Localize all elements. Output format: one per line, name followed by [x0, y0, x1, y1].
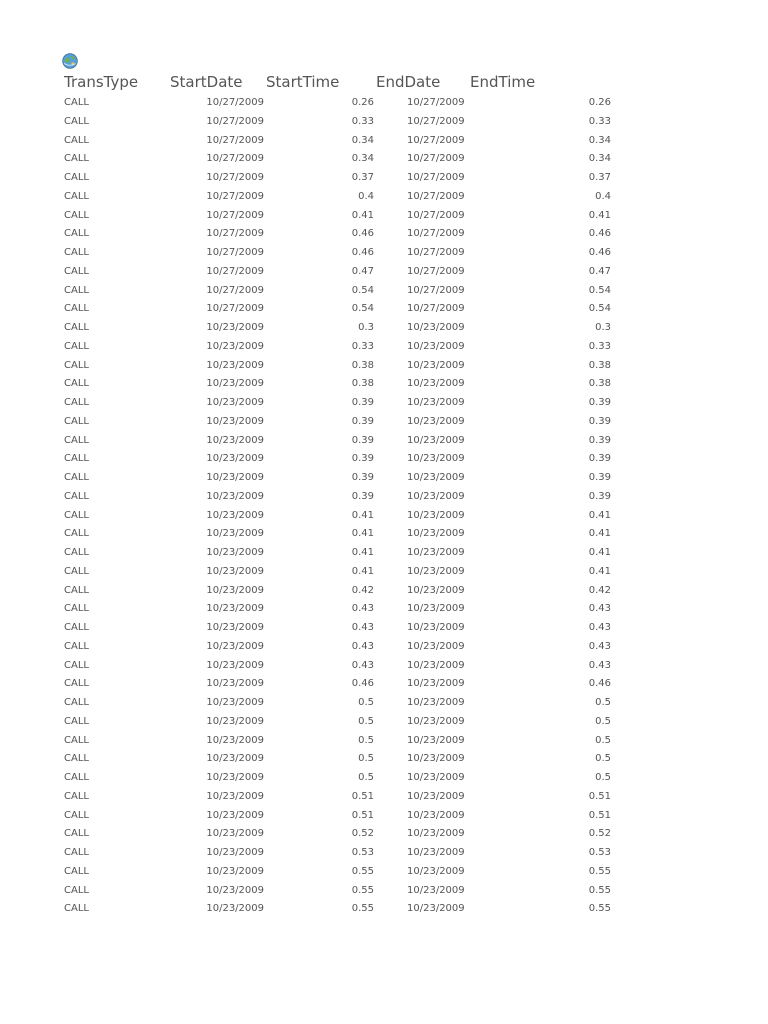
header-start-date: StartDate [170, 73, 243, 91]
cell-end-date: 10/23/2009 [407, 622, 465, 633]
cell-start-date: 10/23/2009 [206, 678, 264, 690]
cell-end-time: 0.34 [588, 153, 611, 165]
cell-end-date: 10/23/2009 [407, 528, 465, 540]
cell-end-time: 0.39 [588, 490, 611, 502]
cell-end-time: 0.55 [588, 903, 611, 915]
cell-start-time: 0.26 [351, 97, 374, 108]
cell-start-date: 10/23/2009 [206, 397, 264, 408]
cell-start-date: 10/23/2009 [206, 622, 264, 633]
table-row [0, 450, 768, 469]
table-row [0, 300, 768, 319]
table-row [0, 150, 768, 169]
table-row [0, 394, 768, 413]
cell-trans-type: CALL [64, 753, 89, 765]
cell-end-date: 10/23/2009 [407, 884, 465, 896]
table-row [0, 132, 768, 151]
cell-start-date: 10/27/2009 [206, 153, 264, 165]
cell-end-time: 0.53 [588, 847, 611, 858]
cell-start-time: 0.4 [358, 190, 374, 202]
cell-end-time: 0.42 [588, 584, 611, 596]
cell-trans-type: CALL [64, 209, 89, 221]
cell-end-date: 10/23/2009 [407, 697, 465, 708]
cell-start-date: 10/23/2009 [206, 453, 264, 465]
table-row [0, 319, 768, 338]
cell-start-time: 0.39 [351, 434, 374, 446]
cell-end-date: 10/27/2009 [407, 228, 465, 240]
cell-end-date: 10/23/2009 [407, 453, 465, 465]
cell-start-date: 10/23/2009 [206, 659, 264, 671]
cell-trans-type: CALL [64, 565, 89, 577]
cell-end-time: 0.39 [588, 472, 611, 483]
cell-start-date: 10/27/2009 [206, 284, 264, 296]
table-row [0, 469, 768, 488]
cell-end-date: 10/27/2009 [407, 115, 465, 127]
cell-end-date: 10/27/2009 [407, 153, 465, 165]
cell-end-time: 0.5 [595, 697, 611, 708]
cell-trans-type: CALL [64, 509, 89, 521]
table-row [0, 732, 768, 751]
cell-start-time: 0.41 [351, 565, 374, 577]
cell-trans-type: CALL [64, 678, 89, 690]
table-row [0, 432, 768, 451]
cell-end-date: 10/27/2009 [407, 97, 465, 108]
cell-trans-type: CALL [64, 790, 89, 802]
cell-start-time: 0.46 [351, 247, 374, 258]
cell-trans-type: CALL [64, 547, 89, 558]
table-row [0, 844, 768, 863]
cell-end-time: 0.41 [588, 209, 611, 221]
table-row [0, 882, 768, 901]
cell-start-time: 0.54 [351, 284, 374, 296]
table-row [0, 675, 768, 694]
cell-trans-type: CALL [64, 734, 89, 746]
cell-trans-type: CALL [64, 472, 89, 483]
cell-start-time: 0.43 [351, 659, 374, 671]
cell-end-time: 0.33 [588, 115, 611, 127]
cell-start-time: 0.54 [351, 303, 374, 315]
cell-start-time: 0.39 [351, 490, 374, 502]
cell-start-date: 10/27/2009 [206, 134, 264, 146]
cell-start-date: 10/23/2009 [206, 340, 264, 352]
cell-start-date: 10/23/2009 [206, 472, 264, 483]
cell-end-time: 0.41 [588, 509, 611, 521]
cell-end-date: 10/23/2009 [407, 772, 465, 783]
cell-end-time: 0.5 [595, 753, 611, 765]
cell-end-date: 10/23/2009 [407, 509, 465, 521]
cell-start-date: 10/27/2009 [206, 228, 264, 240]
cell-end-date: 10/27/2009 [407, 134, 465, 146]
cell-trans-type: CALL [64, 172, 89, 183]
cell-end-time: 0.5 [595, 715, 611, 727]
cell-trans-type: CALL [64, 622, 89, 633]
cell-end-time: 0.51 [588, 809, 611, 821]
cell-end-date: 10/23/2009 [407, 472, 465, 483]
table-row [0, 863, 768, 882]
table-row [0, 488, 768, 507]
cell-end-time: 0.38 [588, 359, 611, 371]
cell-start-time: 0.5 [358, 697, 374, 708]
cell-start-date: 10/27/2009 [206, 190, 264, 202]
cell-end-time: 0.37 [588, 172, 611, 183]
cell-start-date: 10/23/2009 [206, 547, 264, 558]
cell-trans-type: CALL [64, 847, 89, 858]
cell-end-time: 0.34 [588, 134, 611, 146]
cell-start-time: 0.41 [351, 547, 374, 558]
cell-end-date: 10/23/2009 [407, 734, 465, 746]
cell-start-time: 0.33 [351, 340, 374, 352]
cell-trans-type: CALL [64, 415, 89, 427]
cell-end-date: 10/23/2009 [407, 715, 465, 727]
cell-start-time: 0.37 [351, 172, 374, 183]
cell-end-date: 10/27/2009 [407, 247, 465, 258]
cell-end-date: 10/23/2009 [407, 753, 465, 765]
cell-start-time: 0.3 [358, 322, 374, 333]
cell-trans-type: CALL [64, 828, 89, 840]
cell-start-date: 10/23/2009 [206, 828, 264, 840]
cell-start-time: 0.51 [351, 790, 374, 802]
cell-start-time: 0.38 [351, 378, 374, 390]
cell-start-date: 10/23/2009 [206, 865, 264, 877]
cell-trans-type: CALL [64, 134, 89, 146]
cell-end-date: 10/23/2009 [407, 397, 465, 408]
table-row [0, 225, 768, 244]
table-row [0, 375, 768, 394]
cell-start-date: 10/23/2009 [206, 509, 264, 521]
cell-end-time: 0.46 [588, 247, 611, 258]
cell-trans-type: CALL [64, 490, 89, 502]
cell-trans-type: CALL [64, 772, 89, 783]
cell-end-date: 10/23/2009 [407, 584, 465, 596]
cell-trans-type: CALL [64, 528, 89, 540]
transactions-table [0, 94, 768, 919]
cell-trans-type: CALL [64, 97, 89, 108]
cell-start-date: 10/23/2009 [206, 528, 264, 540]
table-row [0, 525, 768, 544]
globe-logo-icon [62, 53, 78, 69]
cell-end-date: 10/23/2009 [407, 865, 465, 877]
header-end-date: EndDate [376, 73, 441, 91]
cell-end-time: 0.39 [588, 397, 611, 408]
cell-end-time: 0.43 [588, 603, 611, 615]
cell-start-time: 0.51 [351, 809, 374, 821]
cell-end-date: 10/23/2009 [407, 903, 465, 915]
cell-trans-type: CALL [64, 715, 89, 727]
cell-start-time: 0.5 [358, 772, 374, 783]
cell-start-date: 10/27/2009 [206, 247, 264, 258]
cell-trans-type: CALL [64, 697, 89, 708]
cell-start-time: 0.34 [351, 153, 374, 165]
cell-start-date: 10/27/2009 [206, 303, 264, 315]
cell-start-time: 0.43 [351, 603, 374, 615]
table-row [0, 694, 768, 713]
cell-end-date: 10/27/2009 [407, 265, 465, 277]
cell-start-date: 10/23/2009 [206, 322, 264, 333]
cell-end-time: 0.39 [588, 434, 611, 446]
header-start-time: StartTime [266, 73, 340, 91]
cell-start-date: 10/23/2009 [206, 603, 264, 615]
cell-end-time: 0.55 [588, 865, 611, 877]
cell-end-date: 10/23/2009 [407, 847, 465, 858]
cell-trans-type: CALL [64, 397, 89, 408]
cell-trans-type: CALL [64, 434, 89, 446]
cell-start-date: 10/23/2009 [206, 697, 264, 708]
cell-start-time: 0.41 [351, 209, 374, 221]
cell-start-time: 0.53 [351, 847, 374, 858]
cell-start-time: 0.55 [351, 865, 374, 877]
table-row [0, 563, 768, 582]
cell-end-date: 10/27/2009 [407, 190, 465, 202]
cell-end-date: 10/23/2009 [407, 415, 465, 427]
cell-end-time: 0.39 [588, 415, 611, 427]
cell-trans-type: CALL [64, 265, 89, 277]
cell-start-date: 10/23/2009 [206, 790, 264, 802]
cell-end-time: 0.5 [595, 772, 611, 783]
cell-end-time: 0.55 [588, 884, 611, 896]
cell-start-time: 0.34 [351, 134, 374, 146]
cell-start-date: 10/23/2009 [206, 434, 264, 446]
cell-start-date: 10/23/2009 [206, 565, 264, 577]
cell-trans-type: CALL [64, 153, 89, 165]
cell-end-time: 0.43 [588, 622, 611, 633]
table-row [0, 357, 768, 376]
cell-end-date: 10/23/2009 [407, 678, 465, 690]
table-row [0, 169, 768, 188]
cell-end-date: 10/23/2009 [407, 640, 465, 652]
cell-start-time: 0.41 [351, 528, 374, 540]
table-row [0, 657, 768, 676]
cell-trans-type: CALL [64, 322, 89, 333]
cell-trans-type: CALL [64, 809, 89, 821]
cell-trans-type: CALL [64, 228, 89, 240]
table-row [0, 807, 768, 826]
cell-trans-type: CALL [64, 640, 89, 652]
cell-start-date: 10/27/2009 [206, 265, 264, 277]
table-row [0, 207, 768, 226]
cell-trans-type: CALL [64, 659, 89, 671]
table-row [0, 600, 768, 619]
cell-start-time: 0.39 [351, 453, 374, 465]
cell-trans-type: CALL [64, 884, 89, 896]
table-row [0, 507, 768, 526]
cell-start-date: 10/23/2009 [206, 884, 264, 896]
cell-end-date: 10/27/2009 [407, 284, 465, 296]
cell-start-time: 0.52 [351, 828, 374, 840]
cell-start-date: 10/23/2009 [206, 809, 264, 821]
cell-start-time: 0.5 [358, 715, 374, 727]
cell-trans-type: CALL [64, 284, 89, 296]
cell-start-date: 10/23/2009 [206, 584, 264, 596]
cell-end-date: 10/27/2009 [407, 303, 465, 315]
table-row [0, 788, 768, 807]
cell-start-time: 0.33 [351, 115, 374, 127]
cell-start-time: 0.41 [351, 509, 374, 521]
cell-trans-type: CALL [64, 378, 89, 390]
cell-end-date: 10/23/2009 [407, 659, 465, 671]
cell-end-date: 10/23/2009 [407, 322, 465, 333]
cell-end-time: 0.4 [595, 190, 611, 202]
cell-start-time: 0.43 [351, 622, 374, 633]
cell-start-time: 0.46 [351, 228, 374, 240]
cell-start-date: 10/23/2009 [206, 734, 264, 746]
cell-start-date: 10/23/2009 [206, 772, 264, 783]
cell-end-time: 0.41 [588, 547, 611, 558]
cell-end-date: 10/23/2009 [407, 809, 465, 821]
cell-start-date: 10/27/2009 [206, 115, 264, 127]
table-row [0, 188, 768, 207]
cell-start-date: 10/23/2009 [206, 903, 264, 915]
cell-start-date: 10/27/2009 [206, 172, 264, 183]
cell-start-date: 10/23/2009 [206, 359, 264, 371]
cell-trans-type: CALL [64, 903, 89, 915]
cell-end-date: 10/23/2009 [407, 603, 465, 615]
cell-trans-type: CALL [64, 247, 89, 258]
cell-end-time: 0.41 [588, 565, 611, 577]
cell-end-time: 0.39 [588, 453, 611, 465]
cell-start-date: 10/23/2009 [206, 715, 264, 727]
header-end-time: EndTime [470, 73, 536, 91]
table-row [0, 113, 768, 132]
cell-start-time: 0.47 [351, 265, 374, 277]
cell-end-date: 10/23/2009 [407, 828, 465, 840]
cell-end-date: 10/23/2009 [407, 434, 465, 446]
cell-trans-type: CALL [64, 603, 89, 615]
table-row [0, 769, 768, 788]
cell-end-date: 10/23/2009 [407, 565, 465, 577]
cell-end-date: 10/27/2009 [407, 209, 465, 221]
cell-end-date: 10/23/2009 [407, 547, 465, 558]
cell-end-date: 10/27/2009 [407, 172, 465, 183]
cell-trans-type: CALL [64, 584, 89, 596]
cell-trans-type: CALL [64, 303, 89, 315]
cell-end-time: 0.41 [588, 528, 611, 540]
table-row [0, 825, 768, 844]
cell-end-time: 0.54 [588, 284, 611, 296]
cell-start-time: 0.5 [358, 734, 374, 746]
table-row [0, 750, 768, 769]
cell-end-time: 0.47 [588, 265, 611, 277]
cell-start-time: 0.5 [358, 753, 374, 765]
cell-end-time: 0.54 [588, 303, 611, 315]
cell-start-time: 0.39 [351, 472, 374, 483]
table-row [0, 94, 768, 113]
cell-end-time: 0.43 [588, 640, 611, 652]
table-row [0, 900, 768, 919]
header-trans-type: TransType [64, 73, 139, 91]
cell-start-time: 0.43 [351, 640, 374, 652]
cell-start-date: 10/27/2009 [206, 209, 264, 221]
cell-start-date: 10/23/2009 [206, 378, 264, 390]
cell-start-time: 0.55 [351, 884, 374, 896]
cell-end-time: 0.52 [588, 828, 611, 840]
table-row [0, 619, 768, 638]
cell-start-time: 0.38 [351, 359, 374, 371]
cell-start-time: 0.55 [351, 903, 374, 915]
cell-start-time: 0.46 [351, 678, 374, 690]
cell-end-date: 10/23/2009 [407, 359, 465, 371]
cell-start-date: 10/23/2009 [206, 847, 264, 858]
cell-trans-type: CALL [64, 115, 89, 127]
cell-end-date: 10/23/2009 [407, 790, 465, 802]
cell-start-date: 10/27/2009 [206, 97, 264, 108]
cell-trans-type: CALL [64, 453, 89, 465]
table-row [0, 582, 768, 601]
cell-trans-type: CALL [64, 190, 89, 202]
table-row [0, 638, 768, 657]
table-row [0, 413, 768, 432]
cell-start-time: 0.39 [351, 397, 374, 408]
table-row [0, 713, 768, 732]
cell-end-time: 0.43 [588, 659, 611, 671]
cell-trans-type: CALL [64, 359, 89, 371]
table-row [0, 263, 768, 282]
cell-start-time: 0.39 [351, 415, 374, 427]
cell-start-date: 10/23/2009 [206, 490, 264, 502]
cell-start-time: 0.42 [351, 584, 374, 596]
table-row [0, 338, 768, 357]
cell-trans-type: CALL [64, 865, 89, 877]
table-row [0, 544, 768, 563]
cell-end-date: 10/23/2009 [407, 378, 465, 390]
cell-start-date: 10/23/2009 [206, 640, 264, 652]
cell-end-time: 0.46 [588, 678, 611, 690]
cell-end-date: 10/23/2009 [407, 490, 465, 502]
cell-end-time: 0.38 [588, 378, 611, 390]
table-row [0, 244, 768, 263]
cell-end-time: 0.26 [588, 97, 611, 108]
cell-start-date: 10/23/2009 [206, 415, 264, 427]
cell-end-time: 0.33 [588, 340, 611, 352]
cell-start-date: 10/23/2009 [206, 753, 264, 765]
cell-end-time: 0.46 [588, 228, 611, 240]
cell-end-date: 10/23/2009 [407, 340, 465, 352]
cell-end-time: 0.51 [588, 790, 611, 802]
table-row [0, 282, 768, 301]
cell-end-time: 0.5 [595, 734, 611, 746]
cell-trans-type: CALL [64, 340, 89, 352]
cell-end-time: 0.3 [595, 322, 611, 333]
